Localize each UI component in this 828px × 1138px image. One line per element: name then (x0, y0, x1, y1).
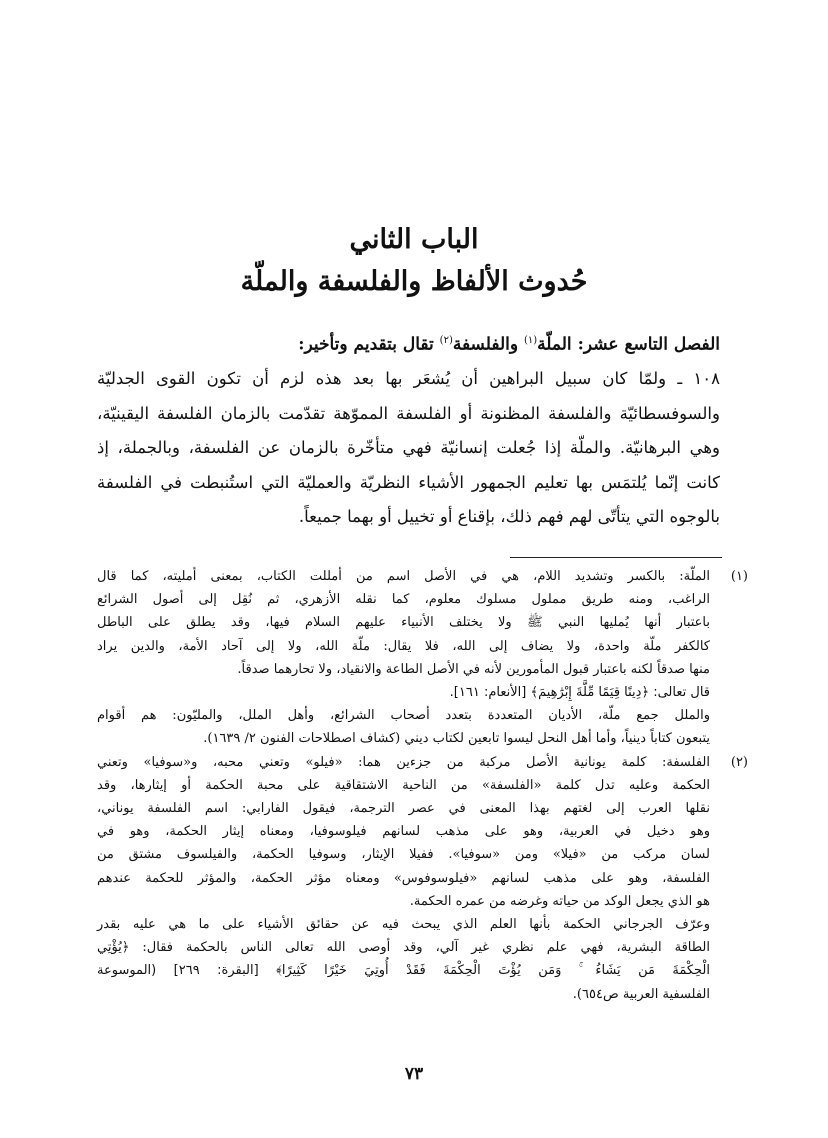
footnote-line: الفلسفة: كلمة يونانية الأصل مركبة من جزءين هما: «فيلو» وتعني محبه، و«سوفيا» وتعني (97, 754, 710, 770)
body-paragraph (97, 362, 720, 535)
footnote-quran-line: الْحِكْمَةَ مَن يَشَاءُ ۚ وَمَن يُؤْتَ الْحِكْمَةَ فَقَدْ أُوتِيَ خَيْرًا كَثِيرًا﴾ [البقرة: ٢٦٩] (الموسوعة (97, 963, 711, 979)
footnote-line: نقلها العرب إلى لغتهم بهذا المعنى في عصر الترجمة، فيقول الفارابي: اسم الفلسفة يوناني، (97, 801, 710, 817)
footnote-line: وهو دخيل في العربية، وهو على مذهب لسانهم فيلوسوفيا، ومعناه إيثار الحكمة، وهو في (97, 824, 710, 840)
footnote-line: باعتبار أنها يُمليها النبي ﷺ ولا يختلف الأنبياء عليهم السلام فيها، وقد يطلق على الباطل (97, 615, 710, 631)
footnote-line: الملّة: بالكسر وتشديد اللام، هي في الأصل اسم من أمللت الكتاب، بمعنى أمليته، كما قال (97, 569, 710, 584)
section-heading-part2: والفلسفة (452, 334, 524, 355)
footnote-line: هو الذي يجعل الوكد من حياته وغرضه من عمره الحكمة. (409, 893, 710, 909)
footnote-line: الحكمة وعليه تدل كلمة «الفلسفة» من الناحية الاشتقاقية على محبة الحكمة أو إيثارها، وقد (97, 777, 710, 793)
footnote-ref-2[interactable]: (٢) (439, 335, 453, 346)
footnote-line: يتبعون كتاباً دينياً، وأما أهل النحل ليسوا تابعين لكتاب ديني (كشاف اصطلاحات الفنون ٢/ ١٦٣٩). (203, 731, 710, 747)
footnote-line: الطاقة البشرية، فهي علم نظري غير آلي، وقد أوصى الله تعالى الناس بالحكمة فقال: ﴿يُؤْتِي (97, 940, 710, 956)
footnote-2 (97, 751, 748, 1006)
body-line: كانت إنّما يُلتمَس بها تعليم الجمهور الأشياء النظريّة والعمليّة التي استُنبطت في الفلسفة (97, 472, 720, 492)
footnote-line: الفلسفة، وهو على مذهب لسانهم «فيلوسوفوس» ومعناه مؤثر الحكمة، والمؤثر للحكمة عندهم (97, 870, 710, 886)
footnote-line: كالكفر ملّة واحدة، ولا يضاف إلى الله، فلا يقال: ملّة الله، ولا إلى آحاد الأمة، والدين يراد (97, 638, 710, 654)
footnotes-section (97, 565, 748, 1006)
footnote-quran-line: قال تعالى: ﴿دِينًا قِيَمًا مِّلَّةَ إِبْرَٰهِيمَ﴾ [الأنعام: ١٦١]. (449, 685, 710, 701)
body-line: ١٠٨ ـ ولمّا كان سبيل البراهين أن يُشعَر بها بعد هذه لزم أن تكون القوى الجدليّة (97, 369, 720, 388)
footnote-number: (٢) (730, 754, 748, 770)
body-line: بالوجوه التي يتأتّى لهم فهم ذلك، بإقناع أو تخييل أو بهما جميعاً. (298, 507, 720, 526)
footnote-separator (510, 557, 722, 558)
body-line: والسوفسطائيّة والفلسفة المظنونة أو الفلسفة المموّهة تقدّمت بالزمان الفلسفة اليقينيّة، (97, 403, 720, 423)
section-heading-part3: تقال بتقديم وتأخير: (298, 334, 440, 355)
footnote-line: لسان مركب من «فيلا» ومن «سوفيا». ففيلا الإيثار، وسوفيا الحكمة، والفيلسوف مشتق من (97, 847, 710, 863)
chapter-title: الباب الثاني (349, 224, 479, 255)
section-heading-part1: الفصل التاسع عشر: الملّة (537, 334, 720, 355)
footnote-1 (97, 565, 748, 751)
footnote-line: الفلسفية العربية ص٦٥٤). (572, 986, 710, 1002)
page-number: ٧٣ (404, 1064, 424, 1084)
footnote-line: وعرّف الجرجاني الحكمة بأنها العلم الذي يبحث فيه عن حقائق الأشياء على ما هي عليه بقدر (97, 917, 710, 933)
body-line: وهي البرهانيّة. والملّة إذا جُعلت إنسانيّة فهي متأخّرة بالزمان عن الفلسفة، وبالجملة، إذ (97, 438, 720, 457)
footnote-line: الراغب، ومنه طريق مملول مسلوك معلوم، كما نقله الأزهري، ثم نُقِل إلى أصول الشرائع (97, 592, 710, 608)
footnote-line: منها صدقاً لكنه باعتبار قبول المأمورين لأنه في الأصل الطاعة والانقياد، ولا تحارهما صدقاً. (237, 661, 710, 677)
chapter-subtitle: حُدوث الألفاظ والفلسفة والملّة (240, 266, 588, 297)
section-heading (97, 327, 720, 359)
footnote-line: والملل جمع ملّة، الأديان المتعددة بتعدد أصحاب الشرائع، وأهل الملل، والمليّون: هم أقوام (97, 708, 710, 724)
footnote-ref-1[interactable]: (١) (523, 335, 538, 346)
footnote-number: (١) (730, 569, 748, 584)
